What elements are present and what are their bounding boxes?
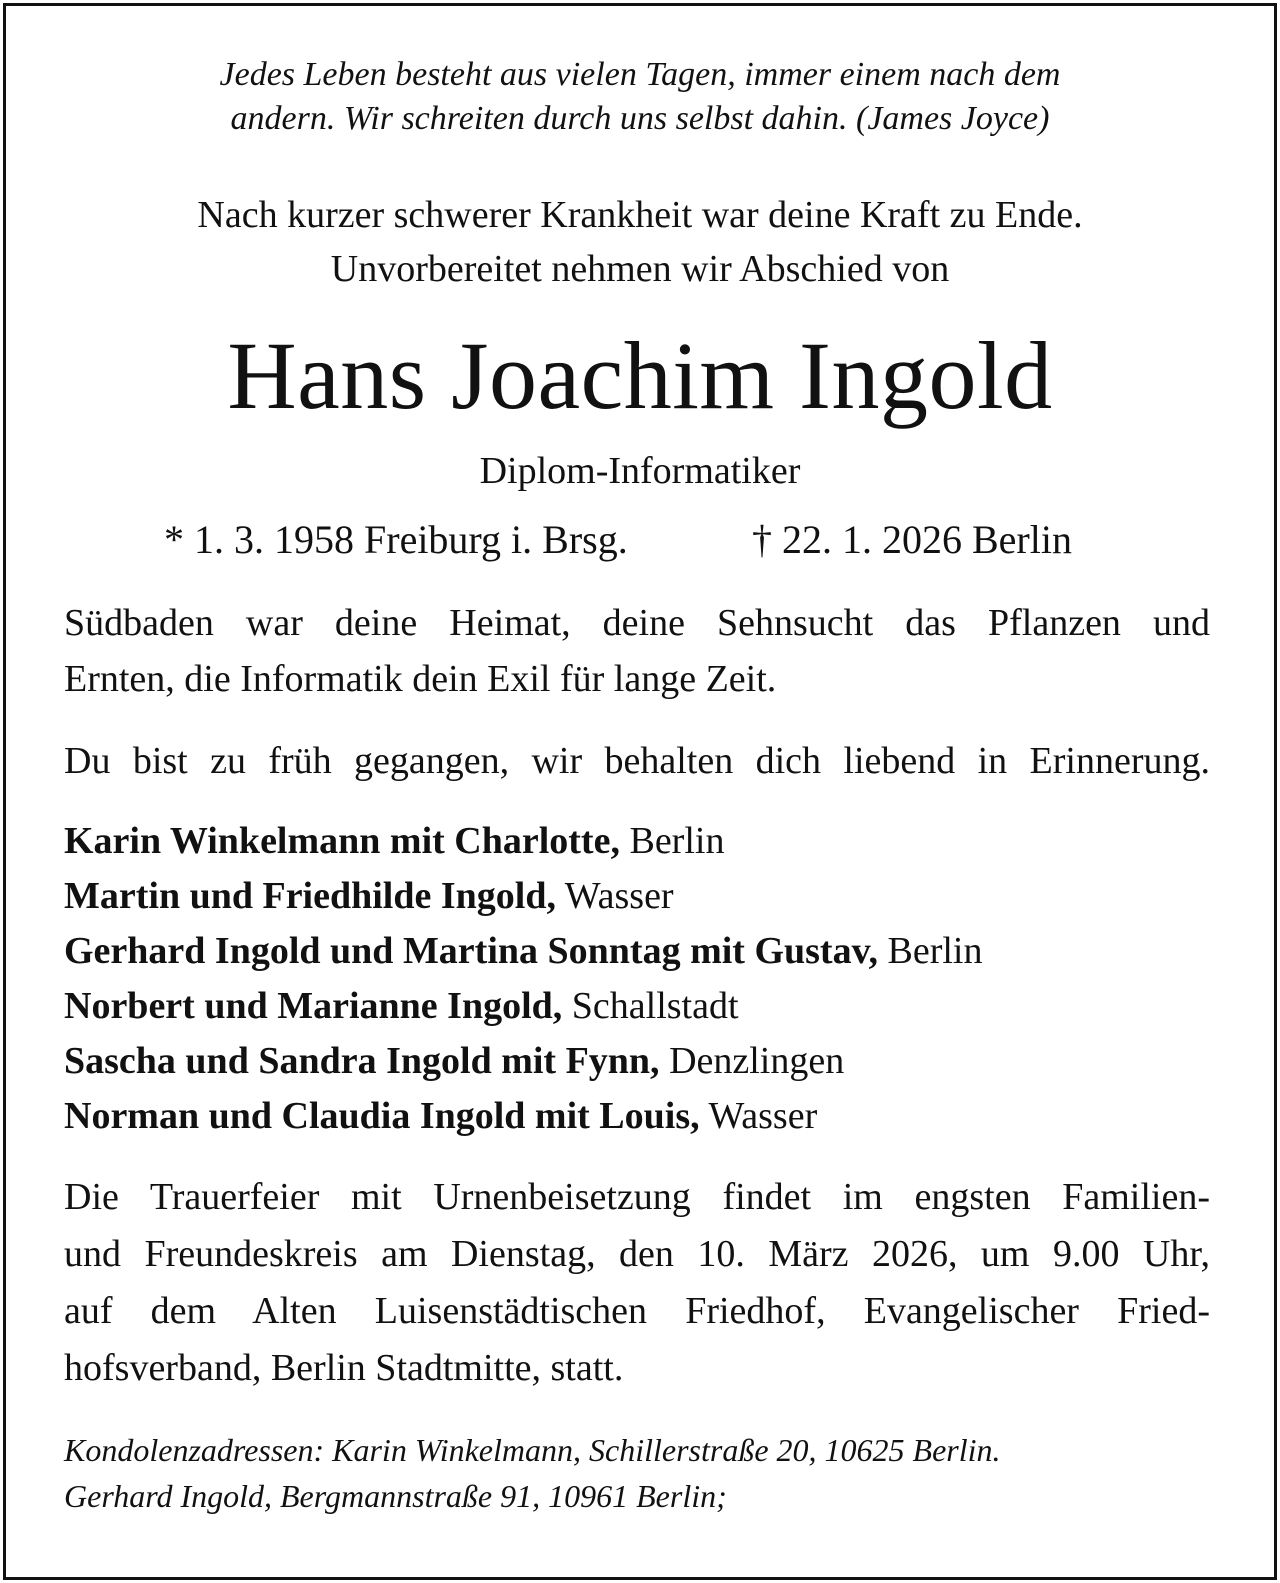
intro-line-2: Unvorbereitet nehmen wir Abschied von bbox=[330, 248, 950, 290]
ceremony-line-2: und Freundeskreis am Dienstag, den 10. März 2026, um 9.00 Uhr, bbox=[64, 1233, 1210, 1275]
motto-line-2: andern. Wir schreiten durch uns selbst dahin. (James Joyce) bbox=[230, 100, 1050, 137]
mourner-place: Denzlingen bbox=[659, 1040, 845, 1082]
deceased-name: Hans Joachim Ingold bbox=[227, 322, 1053, 429]
mourner-names: Sascha und Sandra Ingold mit Fynn, bbox=[64, 1040, 660, 1082]
mourner-entry bbox=[64, 1042, 844, 1080]
condolence-line-1: Kondolenzadressen: Karin Winkelmann, Schillerstraße 20, 10625 Berlin. bbox=[64, 1432, 1001, 1468]
notice-border bbox=[3, 3, 1277, 1580]
tribute-line-1: Südbaden war deine Heimat, deine Sehnsucht das Pflanzen und bbox=[64, 602, 1210, 644]
intro-line-1: Nach kurzer schwerer Krankheit war deine Kraft zu Ende. bbox=[197, 194, 1083, 236]
ceremony-line-3: auf dem Alten Luisenstädtischen Friedhof, Evangelischer Fried- bbox=[64, 1290, 1210, 1332]
ceremony-line-1: Die Trauerfeier mit Urnenbeisetzung findet im engsten Familien- bbox=[64, 1176, 1210, 1218]
mourner-place: Wasser bbox=[555, 875, 674, 917]
deceased-title: Diplom-Informatiker bbox=[479, 450, 801, 492]
mourner-entry bbox=[64, 987, 739, 1025]
mourner-names: Martin und Friedhilde Ingold, bbox=[64, 875, 556, 917]
mourner-entry bbox=[64, 932, 982, 970]
death-date: † 22. 1. 2026 Berlin bbox=[752, 517, 1072, 562]
ceremony-line-4: hofsverband, Berlin Stadtmitte, statt. bbox=[64, 1347, 624, 1389]
mourner-entry bbox=[64, 1097, 817, 1135]
tribute-line-2: Ernten, die Informatik dein Exil für lange Zeit. bbox=[64, 658, 777, 700]
mourner-place: Berlin bbox=[877, 930, 983, 972]
condolence-line-2: Gerhard Ingold, Bergmannstraße 91, 10961 Berlin; bbox=[64, 1478, 727, 1514]
motto-line-1: Jedes Leben besteht aus vielen Tagen, immer einem nach dem bbox=[219, 56, 1061, 93]
mourner-place: Schallstadt bbox=[562, 985, 739, 1027]
mourner-names: Norman und Claudia Ingold mit Louis, bbox=[64, 1095, 700, 1137]
mourner-entry bbox=[64, 822, 724, 860]
mourner-names: Karin Winkelmann mit Charlotte, bbox=[64, 820, 620, 862]
remembrance-line: Du bist zu früh gegangen, wir behalten dich liebend in Erinnerung. bbox=[64, 740, 1210, 782]
mourner-names: Norbert und Marianne Ingold, bbox=[64, 985, 563, 1027]
mourner-place: Wasser bbox=[699, 1095, 818, 1137]
mourner-entry bbox=[64, 877, 674, 915]
birth-date: * 1. 3. 1958 Freiburg i. Brsg. bbox=[164, 517, 628, 562]
mourner-names: Gerhard Ingold und Martina Sonntag mit Gustav, bbox=[64, 930, 878, 972]
mourner-place: Berlin bbox=[619, 820, 725, 862]
